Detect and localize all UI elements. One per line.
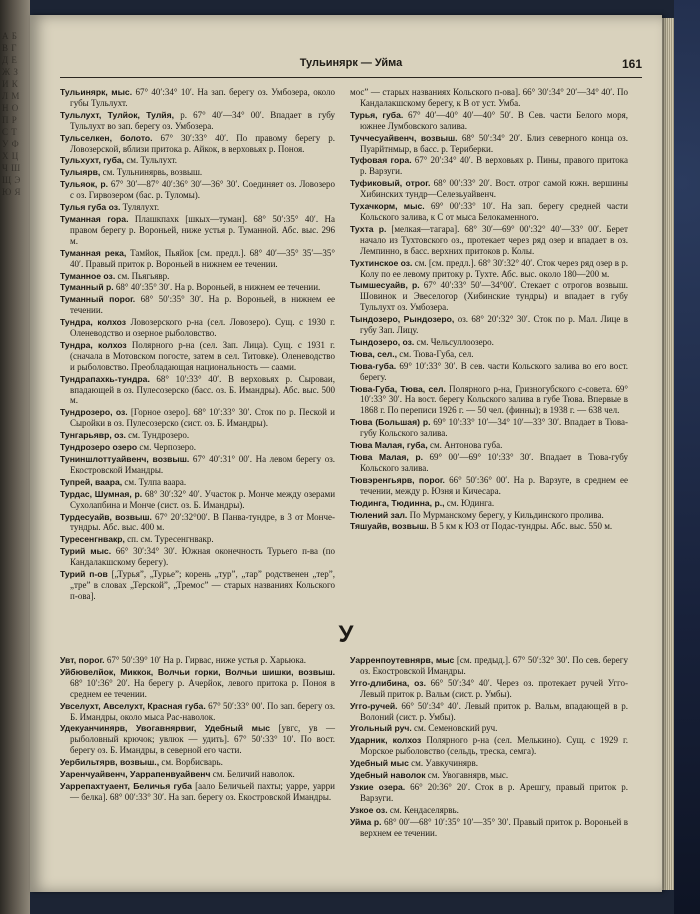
entry-headword: Туресенгнвакр, <box>60 534 125 545</box>
entry-text: см. Юдинга. <box>446 497 495 508</box>
dictionary-entry <box>60 512 335 534</box>
entry-text: см. Пьягьявр. <box>117 270 170 281</box>
dictionary-entry <box>350 770 628 781</box>
entry-headword: Тюва Малая, губа, <box>350 440 428 451</box>
dictionary-entry <box>60 569 335 602</box>
entry-text: см. Чельсуллоозеро. <box>416 336 494 347</box>
entry-text: По Мурманскому берегу, у Кильдинского пролива. <box>409 509 604 520</box>
entry-text: 67° 40′:34° 10′. На зап. берегу оз. Умбозера, около губы Тульлухт. <box>70 87 336 108</box>
dictionary-entry <box>60 723 335 756</box>
entry-text: 68° 00′:33° 20′. Вост. отрог самой южн. вершины Хибинских тундр—Селезьуайвенч. <box>360 178 629 200</box>
entry-text: см. Беличий наволок. <box>212 769 295 780</box>
entry-text: см. Тюва-Губа, сел. <box>399 348 474 359</box>
entry-headword: Увт, порог. <box>60 655 105 665</box>
entry-text: 68° 40′:35° 30′. На р. Вороньей, в нижнем ее течении. <box>115 282 321 293</box>
entry-text: Тамйок, Пьяйок [см. предл.]. 68° 40′—35° 35′—35° 40′. Правый приток р. Вороньей в нижнем ее течении. <box>70 247 336 269</box>
entry-headword: Тюва Малая, р. <box>350 452 423 462</box>
entry-text: см. Тулпа ваара. <box>124 476 187 487</box>
entry-text: см. Кендаселярвь. <box>389 804 459 815</box>
left-page-bleed-text: А Б В Г Д Е Ж З И К Л М Н О П Р С Т У Ф Х Ц Ч Ш Щ Э Ю Я <box>2 31 22 197</box>
entry-headword: Турдесуайв, возвыш. <box>60 511 152 522</box>
entry-text: 67° 40′—40° 40′—40° 50′. В Сев. части Белого моря, южнее Лумбовского залива. <box>360 109 628 131</box>
entry-headword: Туччесуайвенч, возвыш. <box>350 132 458 143</box>
entry-headword: Тюлений зал. <box>350 509 408 520</box>
entry-text: Плашкпахк [шкых—туман]. 68° 50′:35° 40′. На правом берегу р. Вороньей, ниже устья р. Туманной. Абс. выс. 296 м. <box>70 213 335 246</box>
entry-headword: Тухтинское оз. <box>350 257 413 268</box>
page-number: 161 <box>621 57 642 71</box>
entry-text: 66° 20:36° 20′. Сток в р. Арешгу, правый приток р. Варзуги. <box>360 781 629 803</box>
dictionary-entry <box>350 655 628 677</box>
entry-headword: Турья, губа. <box>350 109 404 120</box>
dictionary-entry <box>350 735 628 757</box>
entry-text: см. Антонова губа. <box>429 440 503 451</box>
dictionary-entry <box>350 349 628 360</box>
dictionary-entry <box>60 214 335 247</box>
entry-headword: Тяшуайв, возвыш. <box>350 521 429 532</box>
dictionary-entry <box>60 655 335 666</box>
dictionary-entry <box>60 781 335 803</box>
entry-headword: Угольный руч. <box>350 723 412 734</box>
entry-headword: Уйбювелйок, Миккок, Волчьи горки, Волчьи шишки, возвыш. <box>60 666 335 677</box>
entry-headword: Тулыярв, <box>60 167 101 178</box>
entry-text: 69° 00′—69° 10′:33° 30′. Впадает в Тюва-губу Кольского залива. <box>360 452 628 473</box>
entry-headword: Уаренчуайвенч, Уаррапенвуайвенч <box>60 769 211 780</box>
dictionary-entry <box>350 805 628 816</box>
entry-text: Полярного р-на (сел. Зап. Лица). Сущ. с 1931 г. (сначала в Мотовском погосте, затем в сел. Титовке). Оленеводство и рыболовство. Преобладающая национальность — саами. <box>70 339 336 372</box>
dictionary-entry <box>350 155 628 177</box>
column-left-top <box>60 87 335 619</box>
dictionary-entry <box>60 442 335 453</box>
entry-text: 69° 10′:33° 10′—34° 10′—33° 30′. Впадает в Тюва-губу Кольского залива. <box>360 417 629 439</box>
entry-headword: Тюва-губа. <box>350 360 397 371</box>
entry-text: Ловозерского р-на (сел. Ловозеро). Сущ. с 1930 г. Оленеводство и озерное рыболовство. <box>70 317 335 339</box>
entry-headword: Тундрапахкь-тундра. <box>60 373 150 384</box>
entry-text: В 5 км к ЮЗ от Подас-тундры. Абс. выс. 550 м. <box>431 521 613 532</box>
dictionary-entry <box>60 340 335 373</box>
entry-headword: Тупрей, ваара, <box>60 476 123 487</box>
entry-headword: Удебный мыс <box>350 758 409 769</box>
dictionary-entry <box>60 294 335 316</box>
entry-text: 68° 10′:33° 40′. В верховьях р. Сыроваи, впадающей в оз. Пулесозерско (басс. оз. Б. Имандры). Абс. выс. 500 м. <box>70 373 335 406</box>
column-right-bottom <box>350 655 629 838</box>
entry-headword: Увселухт, Авселухт, Красная губа. <box>60 700 206 711</box>
dictionary-entry <box>60 179 335 201</box>
dictionary-entry <box>350 361 628 383</box>
left-page-edge <box>0 0 30 914</box>
dictionary-entry <box>350 475 628 497</box>
entry-text: 67° 20′:34° 40′. В верховьях р. Пины, правого притока р. Варзуги. <box>360 155 628 177</box>
dictionary-entry <box>350 510 628 521</box>
entry-text: 68° 50′:35° 30′. На р. Вороньей, в нижнем ее течении. <box>70 294 335 316</box>
entry-headword: Ударник, колхоз <box>350 735 422 746</box>
entry-headword: Тымшесуайв, р. <box>350 280 420 291</box>
dictionary-entry <box>350 817 628 839</box>
entry-headword: Туманное оз. <box>60 270 116 281</box>
dictionary-entry <box>350 258 628 280</box>
dictionary-entry <box>350 440 628 451</box>
page-header <box>60 55 642 78</box>
entry-headword: Узкие озера. <box>350 781 406 792</box>
dictionary-entry <box>60 248 335 270</box>
dictionary-entry <box>350 280 628 313</box>
entry-text: 67° 50′:39° 10′ На р. Гирвас, ниже устья р. Харьюка. <box>106 655 306 665</box>
entry-headword: Удекуанчинярв, Увогавнярвиг, Удебный мыс <box>60 723 271 734</box>
dictionary-entry <box>60 167 335 178</box>
entry-text: см. Тундрозеро. <box>128 430 190 441</box>
entry-headword: Тундрозеро озеро <box>60 442 138 453</box>
dictionary-entry <box>350 87 628 109</box>
entry-text: 69° 10′:33° 30′. В сев. части Кольского залива во его вост. берегу. <box>360 360 629 382</box>
entry-text: 66° 50′:34° 40′. Левый приток р. Вальм, впадающей в р. Волоний (сист. р. Умбы). <box>360 700 629 722</box>
entry-headword: Узкое оз. <box>350 804 388 815</box>
entry-text: 67° 40′:33° 50′—34°00′. Стекает с отрогов возвыш. Шовинок и Эвеселогор (Хибинские тундры) и впадает в губу Тульлухт оз. Умбозера. <box>360 280 629 313</box>
dictionary-entry <box>60 667 335 700</box>
entry-text: [„Турья”, „Турье”; корень „тур”, „тар” родственен „тер”, „тре” в словах „Терской”, „Тремос” — старых названиях Кольского п-ова]. <box>70 569 335 601</box>
dictionary-entry <box>350 678 628 700</box>
entry-text: 69° 00′:33° 10′. На зап. берегу средней части Кольского залива, к С от мыса Белокаменного. <box>360 201 628 222</box>
page-stack-edge <box>662 18 674 890</box>
entry-text: Тулялухт. <box>122 202 160 213</box>
entry-text: 68° 10′:36° 20′. На берегу р. Ачерйок, левого притока р. Поноя в среднем ее течении. <box>70 677 335 699</box>
entry-text: 67° 20′:32°00′. В Панва-тундре, в 3 от Монче-тундры. Абс. выс. 400 м. <box>70 511 335 533</box>
entry-headword: Тунгарьявр, оз. <box>60 430 126 441</box>
entry-text: [см. предыд.]. 67° 50′:32° 30′. По сев. берегу оз. Екостровской Имандры. <box>360 655 628 676</box>
entry-headword: Туфиковый, отрог. <box>350 178 431 189</box>
dictionary-entry <box>350 224 628 257</box>
entry-headword: Тындозеро, Рындозеро, <box>350 314 455 325</box>
dictionary-entry <box>350 110 628 132</box>
dictionary-entry <box>60 202 335 213</box>
entry-text: мос” — старых названиях Кольского п-ова]. 66° 30′:34° 20′—34° 40′. По Кандалакшскому берегу, к В от уст. Умба. <box>350 87 628 108</box>
dictionary-entry <box>60 374 335 407</box>
entry-headword: Тульлухт, Тулйок, Тулйя, <box>60 109 174 120</box>
entry-headword: Тульселкен, болото. <box>60 132 153 143</box>
dictionary-entry <box>60 155 335 166</box>
dictionary-entry <box>60 133 335 155</box>
entry-headword: Турий п-ов <box>60 569 108 580</box>
entry-headword: Туниншлоттуайвенч, возвыш. <box>60 454 190 464</box>
entry-text: 67° 30′—87° 40′:36° 30′—36° 30′. Соединяет оз. Ловозеро с оз. Гирвозером (бас. р. Туломы). <box>70 179 336 201</box>
entry-headword: Угго-ручей. <box>350 700 398 711</box>
entry-text: см. Тульнинярвь, возвыш. <box>102 167 203 178</box>
entry-headword: Тухачкорм, мыс. <box>350 201 425 212</box>
entry-headword: Тульяок, р. <box>60 179 108 190</box>
entry-headword: Тундра, колхоз <box>60 339 127 350</box>
dictionary-entry <box>350 178 628 200</box>
entry-headword: Тухта р. <box>350 223 387 234</box>
dictionary-entry <box>60 701 335 723</box>
entry-text: 68° 30′:32° 40′. Участок р. Монче между озерами Сухолапбина и Монче (сист. оз. Б. Имандры). <box>70 488 336 510</box>
entry-text: см. Тульлухт. <box>126 155 178 166</box>
entry-text: Полярного р-на, Гризногубского с-совета. 69° 10′:33° 30′. На вост. берегу Кольского залива в губе Тюва. Впервые в 1868 г. По переписи 1926 г. — 50 чел. (финны); в 1938 г. — 638 чел. <box>360 383 629 416</box>
entry-text: р. 67° 40′—34° 00′. Впадает в губу Тульлухт во зап. берегу оз. Умбозера. <box>70 109 335 131</box>
column-left-bottom <box>60 655 335 825</box>
dictionary-entry <box>350 337 628 348</box>
dictionary-entry <box>60 317 335 339</box>
entry-headword: Тюва (Большая) р. <box>350 417 431 428</box>
entry-text: 67° 40′:31° 00′. На левом берегу оз. Екостровской Имандры. <box>70 454 336 475</box>
entry-text: [аало Беличьей пахты; уарре, уарри — белка]. 68° 00′:33° 30′. На зап. берегу оз. Екостровской Имандры. <box>70 780 335 802</box>
dictionary-entry <box>350 201 628 223</box>
section-letter: У <box>338 621 354 648</box>
entry-headword: Тундрозеро, оз. <box>60 407 128 418</box>
entry-text: см. Уавкучинярв. <box>411 758 479 769</box>
dictionary-entry <box>350 384 628 417</box>
dictionary-entry <box>60 430 335 441</box>
entry-headword: Туманная река, <box>60 247 127 258</box>
dictionary-entry <box>350 133 628 155</box>
entry-headword: Тюва-Губа, Тюва, сел. <box>350 383 446 394</box>
entry-headword: Тындозеро, оз. <box>350 336 415 347</box>
entry-headword: Уербильтярв, возвыш., <box>60 757 160 768</box>
dictionary-entry <box>60 110 335 132</box>
dictionary-entry <box>60 282 335 293</box>
entry-headword: Тювэренгьярв, порог. <box>350 474 445 485</box>
dictionary-entry <box>350 452 628 474</box>
entry-text: см. [см. предл.]. 68° 30′:32° 40′. Сток через ряд озер в р. Колу по ее левому притоку р. Тухте. Абс. выс. около 180—200 м. <box>360 257 628 279</box>
dictionary-entry <box>60 546 335 568</box>
entry-headword: Тульинярк, мыс. <box>60 87 133 97</box>
entry-text: Полярного р-на (сел. Мелькино). Сущ. с 1929 г. Морское рыболовство (сельдь, треска, семга). <box>360 735 628 757</box>
entry-headword: Уйма р. <box>350 816 382 827</box>
dictionary-entry <box>60 757 335 768</box>
running-head: Тульинярк — Уйма <box>299 57 403 69</box>
entry-text: 67° 30′:33° 40′. По правому берегу р. Ловозерской, вблизи притока р. Айкок, в верховьях р. Поноя. <box>70 132 335 154</box>
entry-headword: Туманный порог. <box>60 294 136 305</box>
dictionary-entry <box>350 417 628 439</box>
entry-headword: Угго-длибина, оз. <box>350 677 426 688</box>
entry-text: 66° 50′:36° 00′. На р. Варзуге, в среднем ее течении, между р. Юзня и Кичесара. <box>360 474 628 496</box>
dictionary-entry <box>350 723 628 734</box>
entry-text: 67° 50′:33° 00′. По зап. берегу оз. Б. Имандры, около мыса Рас-наволок. <box>70 700 336 722</box>
entry-text: см. Семеновский руч. <box>414 723 498 734</box>
dictionary-entry <box>60 454 335 476</box>
dictionary-entry <box>60 769 335 780</box>
book-page <box>30 15 662 892</box>
entry-text: 66° 50′:34° 40′. Через оз. протекает ручей Угго-Левый приток р. Вальм (сист. р. Умбы). <box>360 677 629 699</box>
entry-headword: Тульхухт, губа, <box>60 155 125 166</box>
entry-headword: Удебный наволок <box>350 770 426 781</box>
dictionary-entry <box>350 314 628 336</box>
column-right-top <box>350 87 628 619</box>
entry-text: оз. 68° 20′:32° 30′. Сток по р. Мал. Лице в губу Зап. Лицу. <box>360 314 628 336</box>
entry-headword: Турдас, Шумная, р. <box>60 488 143 499</box>
entry-headword: Уарренпоутевнярв, мыс <box>350 655 455 665</box>
entry-text: 68° 50′:34° 20′. Близ северного конца оз. Пуарйтнмыр, в басс. р. Териберки. <box>360 132 628 154</box>
entry-text: [увгс, ув — рыболовный крючок; увлюк — удить]. 67° 50′:33° 10′. По вост. берегу оз. Б. Имандры, в северной его части. <box>70 723 336 756</box>
entry-text: см. Черпозеро. <box>139 442 197 453</box>
dictionary-entry <box>60 489 335 511</box>
dictionary-entry <box>350 498 628 509</box>
dictionary-entry <box>60 477 335 488</box>
book-cover <box>674 0 700 914</box>
dictionary-entry <box>60 87 335 109</box>
dictionary-entry <box>350 758 628 769</box>
entry-text: 66° 30′:34° 30′. Южная оконечность Турьего п-ва (по Кандалакшскому берегу). <box>70 546 336 568</box>
entry-text: [мелкая—тагара]. 68° 30′—69° 00′:32° 40′—33° 00′. Берет начало из Тухтовского оз., протекает через ряд озер и впадает в оз. Лемпинно, в басс. верхних притоков р. Колы. <box>360 223 628 256</box>
entry-headword: Тюдинга, Тюдинна, р., <box>350 497 445 508</box>
entry-headword: Тулья губа оз. <box>60 202 121 213</box>
entry-text: сп. см. Туресенгнвакр. <box>127 534 214 545</box>
dictionary-entry <box>350 782 628 804</box>
entry-headword: Тюва, сел., <box>350 348 397 359</box>
entry-text: [Горное озеро]. 68° 10′:33° 30′. Сток по р. Пеской и Сыройки в оз. Пулесозерско (сист. оз. Б. Имандры). <box>70 407 336 429</box>
entry-headword: Турий мыс. <box>60 546 112 557</box>
entry-headword: Туманная гора. <box>60 213 129 224</box>
dictionary-entry <box>350 701 628 723</box>
entry-headword: Туфовая гора. <box>350 155 412 166</box>
dictionary-entry <box>60 271 335 282</box>
entry-text: см. Ворбисварь. <box>161 757 223 768</box>
dictionary-entry <box>350 521 628 532</box>
dictionary-entry <box>60 534 335 545</box>
entry-text: 68° 00′—68° 10′:35° 10′—35° 30′. Правый приток р. Вороньей в верхнем ее течении. <box>360 816 628 838</box>
entry-text: см. Увогавнярв, мыс. <box>427 770 509 781</box>
entry-headword: Тундра, колхоз <box>60 317 127 328</box>
entry-headword: Уаррепахтуаент, Беличья губа <box>60 780 192 791</box>
dictionary-entry <box>60 407 335 429</box>
entry-headword: Туманный р. <box>60 282 114 293</box>
